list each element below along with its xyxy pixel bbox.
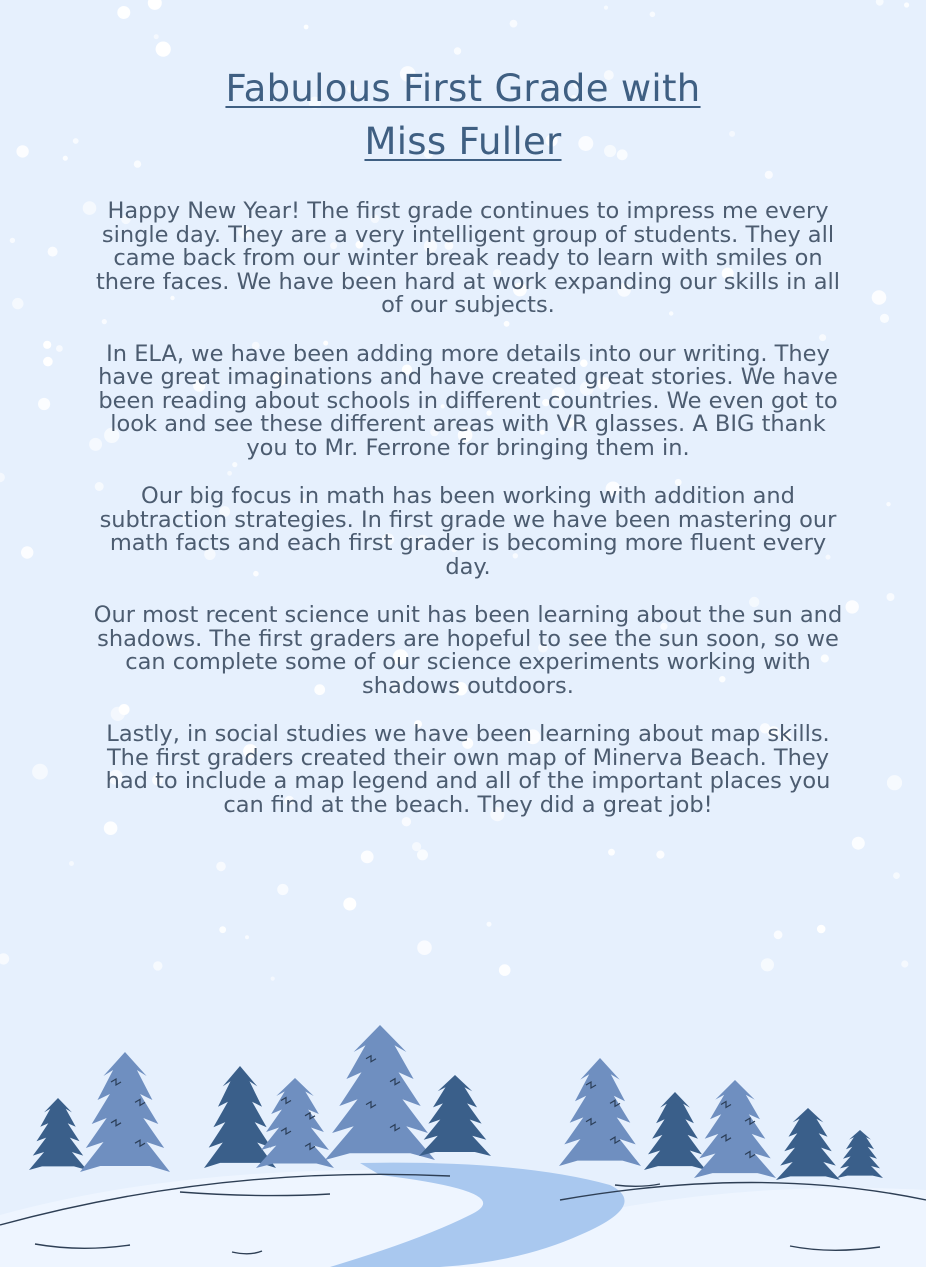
- snowflake: [417, 940, 432, 955]
- snowflake: [245, 935, 249, 939]
- snowflake: [69, 861, 74, 866]
- snowflake: [32, 764, 48, 780]
- snowflake: [43, 341, 51, 349]
- pine-tree: [256, 1078, 334, 1168]
- snowflake: [216, 862, 226, 872]
- paragraph-intro: Happy New Year! The first grade continues to impress me every single day. They are a very intelligent group of students. They all came back from our winter break ready to learn with smiles on there faces. We have been hard at work expanding our skills in all of our subjects.: [95, 198, 841, 318]
- snowflake: [887, 775, 902, 790]
- snowflake: [886, 502, 890, 506]
- snowflake: [876, 0, 884, 6]
- title-line-2: Miss Fuller: [364, 120, 562, 163]
- snowflake: [893, 872, 900, 879]
- snowflake: [154, 34, 159, 39]
- snowflake: [21, 546, 33, 558]
- snowflake: [608, 849, 615, 856]
- snowflake: [304, 25, 309, 30]
- snowflake: [38, 398, 50, 410]
- snowflake: [901, 960, 908, 967]
- snowflake: [872, 290, 887, 305]
- snowflake: [412, 842, 421, 851]
- pine-tree: [204, 1066, 276, 1168]
- snowflake: [277, 884, 288, 895]
- paragraph-ela: In ELA, we have been adding more details into our writing. They have great imaginations and have created great stories. We have been reading about schools in different countries. We even got to look and see these different areas with VR glasses. A BIG thank you to Mr. Ferrone for bringing them in.: [98, 340, 838, 461]
- snowflake: [219, 926, 226, 933]
- paragraph-math: Our big focus in math has been working with addition and subtraction strategies. In first grade we have been mastering our math facts and each first grader is becoming more fluent every day.: [99, 483, 837, 580]
- snowflake: [56, 345, 63, 352]
- newsletter-title: [0, 62, 926, 168]
- snowflake: [765, 171, 773, 179]
- title-line-1: Fabulous First Grade with: [225, 67, 701, 110]
- snowflake: [153, 961, 162, 970]
- snowflake: [0, 473, 5, 483]
- snowflake: [817, 925, 826, 934]
- snowflake: [852, 837, 865, 850]
- snowflake: [904, 2, 909, 7]
- snowflake: [417, 849, 428, 860]
- snowflake: [12, 298, 23, 309]
- paragraph-social-studies: Lastly, in social studies we have been learning about map skills. The first graders created their own map of Minerva Beach. They had to include a map legend and all of the important places you can find at the beach. They did a great job!: [105, 721, 831, 818]
- snowflake: [0, 953, 9, 964]
- snowflake: [499, 964, 511, 976]
- paragraph-science: Our most recent science unit has been learning about the sun and shadows. The first graders are hopeful to see the sun soon, so we can complete some of our science experiments working with shadows outdoors.: [93, 602, 843, 699]
- snowflake: [774, 930, 783, 939]
- pine-tree: [559, 1058, 641, 1166]
- snowflake: [148, 0, 162, 10]
- snowflake: [48, 247, 58, 257]
- snowflake: [361, 851, 374, 864]
- pine-tree: [80, 1052, 170, 1172]
- pine-tree: [419, 1075, 491, 1156]
- snowflake: [650, 12, 656, 18]
- snowflake: [10, 238, 15, 243]
- pine-tree-group: [29, 1025, 883, 1180]
- pine-tree: [776, 1108, 840, 1180]
- snowflake: [887, 593, 895, 601]
- snowflake: [156, 42, 171, 57]
- snowflake: [117, 6, 130, 19]
- snowflake: [604, 6, 608, 10]
- winter-tree-scene: [0, 1010, 926, 1267]
- snowflake: [343, 898, 356, 911]
- pine-tree: [644, 1092, 706, 1170]
- pine-tree: [694, 1080, 776, 1178]
- pine-tree: [837, 1130, 883, 1178]
- snowflake: [761, 958, 774, 971]
- snowflake: [510, 20, 518, 28]
- snowflake: [454, 47, 461, 54]
- snowflake: [43, 357, 53, 367]
- snowflake: [487, 922, 492, 927]
- snowflake: [880, 314, 889, 323]
- snowflake: [271, 977, 275, 981]
- snowflake: [656, 851, 664, 859]
- newsletter-body: [88, 200, 848, 842]
- pine-tree: [29, 1098, 87, 1170]
- pine-tree: [325, 1025, 435, 1160]
